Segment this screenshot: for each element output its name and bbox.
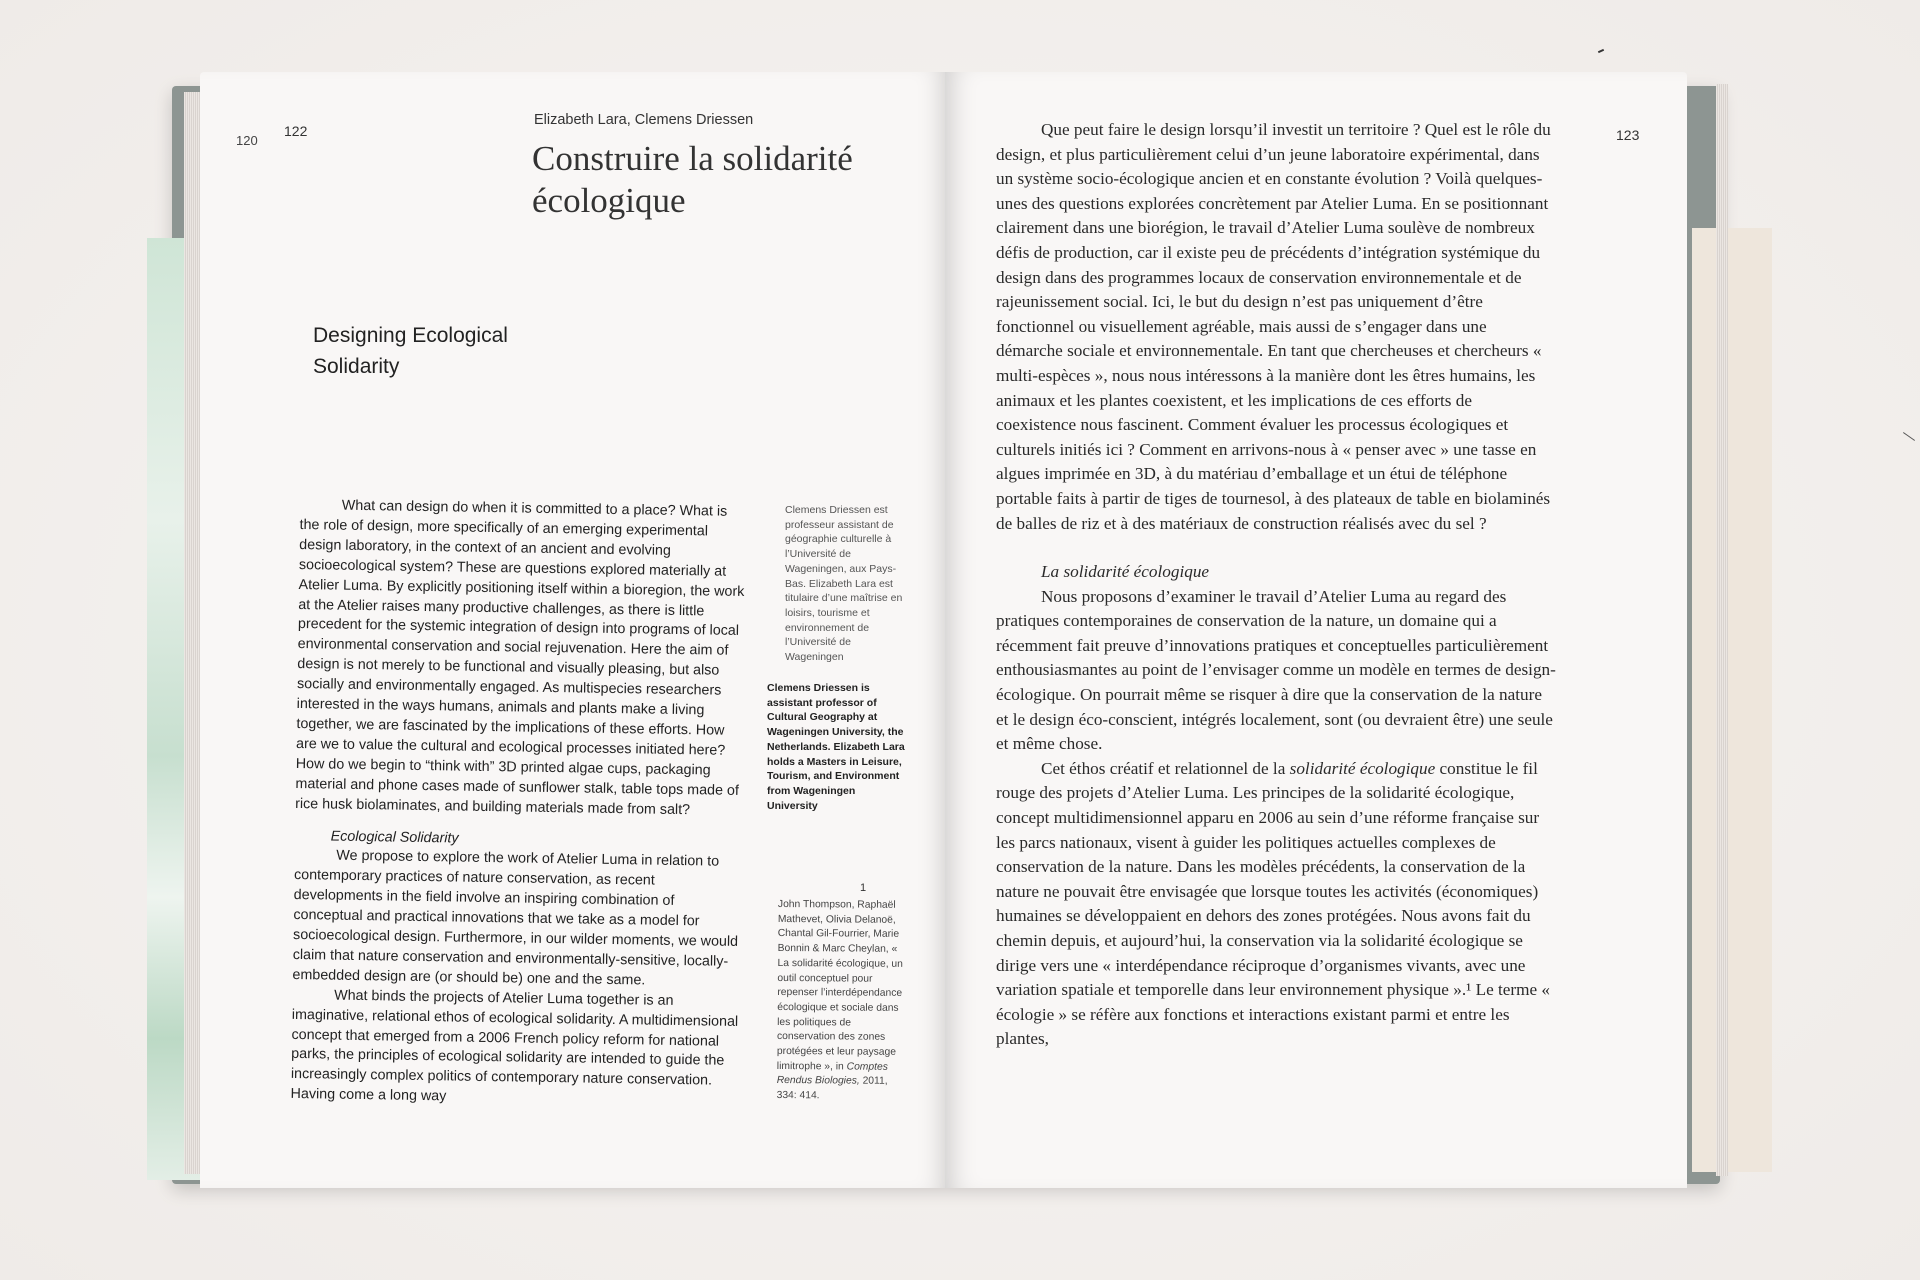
french-paragraph-2: Nous proposons d’examiner le travail d’Atelier Luma au regard des pratiques contemporaines de conservation de la nature, un domaine qui a récemment fait preuve d’innovations pratiques et conceptuelles particulièrement enthousiasmantes au point de l’envisager comme un modèle en termes de design-écologique. On pourrait même se risquer à dire que la conservation de la nature et le design éco-conscient, intégrés localement, sont (ou devraient être) une seule et même chose. (996, 586, 1556, 754)
author-note-french: Clemens Driessen est professeur assistant de géographie culturelle à l’Université de Wageningen, aux Pays-Bas. Elizabeth Lara est titulaire d’une maîtrise en loisirs, tourisme et environnement de l’Université de Wageningen (785, 504, 903, 664)
english-subheading: Ecological Solidarity (330, 828, 459, 847)
french-paragraph-3-start: Cet éthos créatif et relationnel de la (1041, 758, 1290, 778)
title-french: Construire la solidarité écologique (532, 139, 853, 220)
title-english: Designing Ecological Solidarity (313, 324, 508, 378)
french-body (996, 118, 1556, 1052)
footnote-number: 1 (860, 882, 867, 894)
paper-insert-card (1692, 228, 1772, 1172)
footnote-source: Comptes Rendus Biologies, (776, 1061, 888, 1088)
french-paragraph-3-emphasis: solidarité écologique (1289, 758, 1436, 778)
french-paragraph-1: Que peut faire le design lorsqu’il investit un territoire ? Quel est le rôle du design, et plus particulièrement celui d’un jeune laboratoire expérimental, dans un système socio-écologique ancien et en constante évolution ? Voilà quelques-unes des questions explorées concrètement par Atelier Luma. En se positionnant clairement dans une biorégion, le travail d’Atelier Luma soulève de nombreux défis de production, car il existe peu de précédents d’intégration systémique du design dans des programmes locaux de conservation environnementale et de rajeunissement social. Ici, le but du design n’est pas uniquement d’être fonctionnel ou visuellement agréable, mais aussi de s’engager dans une démarche sociale et environnementale. En tant que chercheuses et chercheurs « multi-espèces », nous nous intéressons à la manière dont les êtres humains, les animaux et les plantes coexistent, et les implications de ces efforts de coexistence nous fascinent. Comment évaluer les processus écologiques et culturels initiés ici ? Comment en arrivons-nous à « penser avec » une tasse en algues imprimée en 3D, à du matériau d’emballage et un étui de téléphone portable faits à partir de tiges de tournesol, à des plateaux de table en biolaminés de balles de riz et à des matériaux de construction réalisés avec du sel ? (996, 120, 1551, 533)
footnote-tail: 2011, 334: 414. (776, 1076, 888, 1102)
english-paragraph-3: What binds the projects of Atelier Luma together is an imaginative, relational ethos of ecological solidarity. A multidimensional concept that emerged from a 2006 French policy reform for national parks, the principles of ecological solidarity are intended to guide the increasingly complex politics of contemporary nature conservation. Having come a long way (290, 987, 739, 1105)
footnote-text (777, 898, 906, 1105)
french-subheading: La solidarité écologique (1041, 562, 1210, 582)
french-paragraph-3 (996, 757, 1556, 1052)
previous-page-number: 120 (236, 133, 258, 148)
english-paragraph-2: We propose to explore the work of Atelier Luma in relation to contemporary practices of nature conservation, as recent developments in the field involve an inspiring combination of conceptual and practical innovations that we take as a model for socioecological design. Furthermore, in our wilder moments, we would claim that nature conservation and environmentally-sensitive, locally-embedded design are (or should be) one and the same. (292, 848, 739, 989)
english-paragraph-1: What can design do when it is committed to a place? What is the role of design, more specifically of an emerging experimental design laboratory, in the context of an ancient and evolving socioecological system? These are questions explored materially at Atelier Luma. By explicitly positioning itself within a bioregion, the work at the Atelier raises many productive challenges, as there is little precedent for the systemic integration of design into programs of local environmental conservation and social rejuvenation. Here the aim of design is not merely to be functional and visually pleasing, but also socially and environmentally engaged. As multispecies researchers interested in the ways humans, animals and plants make a living together, we are fascinated by the implications of these efforts. How are we to value the cultural and ecological processes initiated here? How do we begin to “think with” 3D printed algae cups, packaging material and phone cases made of sunflower stalk, table tops made of rice husk biolaminates, and building materials made from salt? (295, 497, 745, 818)
page-edges-right (1716, 84, 1728, 1176)
authors: Elizabeth Lara, Clemens Driessen (534, 112, 754, 128)
right-page-number: 123 (1616, 127, 1640, 143)
english-body (290, 496, 750, 1112)
french-paragraph-3-rest: constitue le fil rouge des projets d’Atelier Luma. Les principes de la solidarité écologique, concept multidimensionnel apparu en 2006 au sein d’une réforme française sur les parcs nationaux, visent à guider les politiques actuelles complexes de conservation de la nature. Dans les modèles précédents, la conservation de la nature ne pouvait être envisagée que lorsque toutes les activités (économiques) humaines se développaient en dehors des zones protégées. Nous avons fait du chemin depuis, et aujourd’hui, la conservation via la solidarité écologique se dirige vers une « interdépendance réciproque d’organismes vivants, avec une variation spatiale et temporelle dans leur environnement physique ».¹ Le terme « écologie » se réfère aux fonctions et interactions existant parmi et entre les plantes, (996, 758, 1551, 1049)
author-note-english: Clemens Driessen is assistant professor of Cultural Geography at Wageningen University, the Netherlands. Elizabeth Lara holds a Masters in Leisure, Tourism, and Environment from Wageningen University (767, 682, 905, 812)
footnote-body: John Thompson, Raphaël Mathevet, Olivia Delanoë, Chantal Gil-Fourrier, Marie Bonnin & Marc Cheylan, « La solidarité écologique, un outil conceptuel pour repenser l’interdépendance écologique et sociale dans les politiques de conservation des zones protégées et leur paysage limitrophe », in (776, 899, 903, 1073)
left-page-number: 122 (284, 123, 308, 139)
